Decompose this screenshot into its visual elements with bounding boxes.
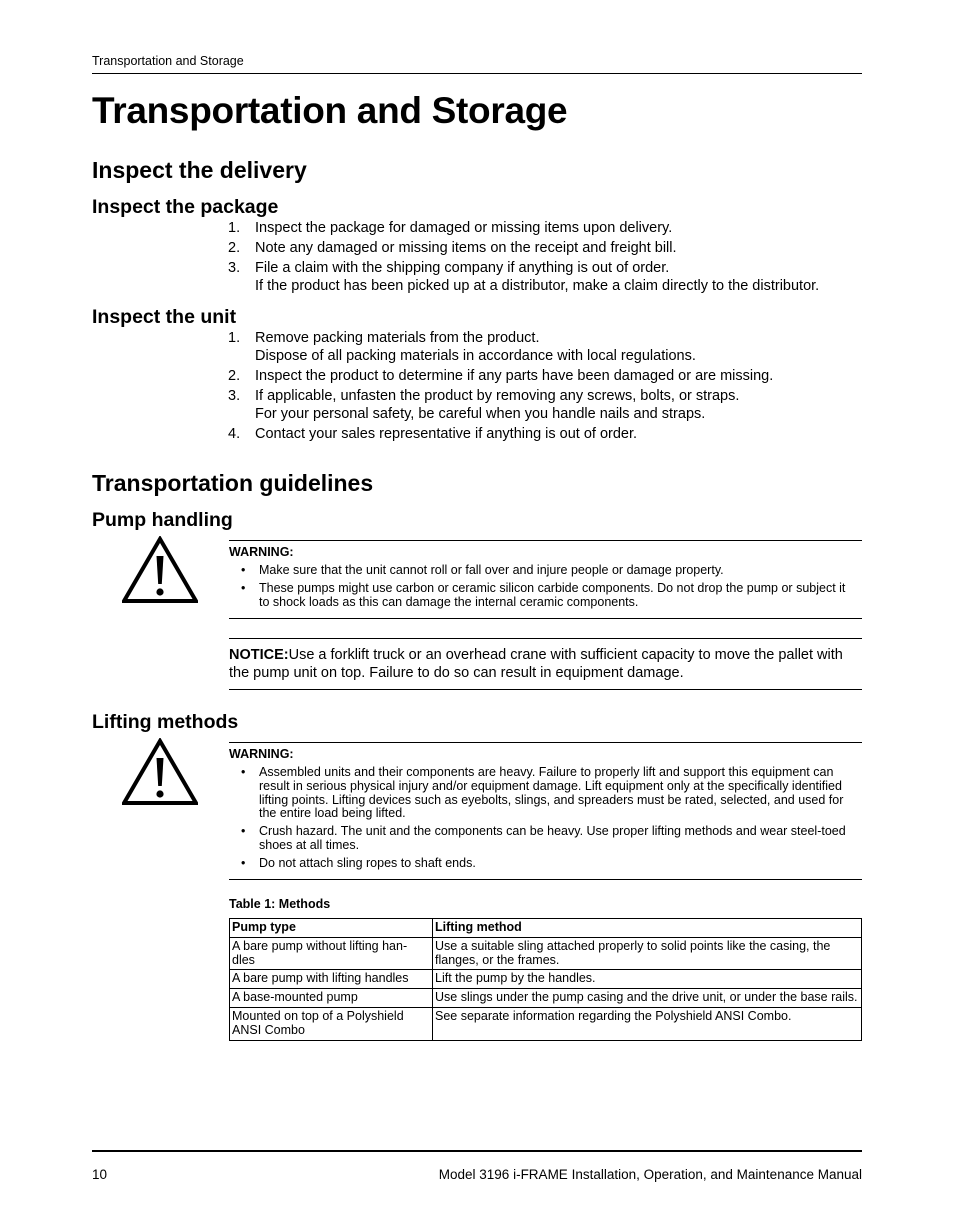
subsection-heading-lifting-methods: Lifting methods (92, 711, 239, 733)
table-cell: Use slings under the pump casing and the drive unit, or under the base rails. (433, 989, 862, 1008)
list-item: 1. Remove packing materials from the product. Dispose of all packing materials in accordance with local regulations. (228, 330, 696, 364)
warning-top-rule (229, 742, 862, 743)
notice-paragraph: NOTICE:Use a forklift truck or an overhead crane with sufficient capacity to move the pallet with the pump unit on top. Failure to do so can result in equipment damage. (229, 647, 843, 681)
notice-bottom-rule (229, 689, 862, 690)
table-cell: A bare pump with lifting handles (230, 970, 433, 989)
warning-bottom-rule (229, 879, 862, 880)
list-item: • Assembled units and their components are heavy. Failure to properly lift and support this equipment can result in serious physical injury and/or equipment damage. Lift equipment only at the specifically identified lifting points. Lifting devices such as eyebolts, slings, and spreaders must be rated, selected, and used for the entire load being lifted. (241, 765, 844, 821)
list-item: • These pumps might use carbon or ceramic silicon carbide components. Do not drop the pump or subject it to shock loads as this can damage the internal ceramic components. (241, 580, 846, 609)
subsection-heading-inspect-unit: Inspect the unit (92, 306, 237, 328)
notice-label: NOTICE: (229, 647, 289, 663)
table-cell: Use a suitable sling attached properly to solid points like the casing, the flanges, or the frames. (433, 937, 862, 970)
header-divider (92, 73, 862, 74)
page-title: Transportation and Storage (92, 90, 568, 131)
list-item: 3. File a claim with the shipping company if anything is out of order. If the product has been picked up at a distributor, make a claim directly to the distributor. (228, 260, 820, 294)
table-cell: A base-mounted pump (230, 989, 433, 1008)
warning-top-rule (229, 540, 862, 541)
subsection-heading-inspect-package: Inspect the package (92, 196, 279, 218)
package-steps-list (228, 219, 858, 297)
list-item: • Do not attach sling ropes to shaft ends. (241, 855, 476, 870)
table-caption: Table 1: Methods (229, 897, 331, 911)
subsection-heading-pump-handling: Pump handling (92, 509, 233, 531)
table-cell: A bare pump without lifting han-dles (230, 937, 433, 970)
table-cell: See separate information regarding the Polyshield ANSI Combo. (433, 1007, 862, 1040)
section-heading-transportation-guidelines: Transportation guidelines (92, 470, 374, 496)
table-row (230, 989, 862, 1008)
list-item: 2. Inspect the product to determine if any parts have been damaged or are missing. (228, 368, 774, 384)
warning-triangle-icon (122, 536, 198, 609)
table-row (230, 1007, 862, 1040)
notice-top-rule (229, 638, 862, 639)
warning-label: WARNING: (229, 747, 294, 761)
list-item: • Crush hazard. The unit and the components can be heavy. Use proper lifting methods and wear steel-toed shoes at all times. (241, 824, 846, 852)
table-row (230, 937, 862, 970)
section-heading-inspect-delivery: Inspect the delivery (92, 157, 307, 183)
warning-triangle-icon (122, 738, 198, 811)
unit-steps-list (228, 329, 858, 445)
list-item: 2. Note any damaged or missing items on the receipt and freight bill. (228, 240, 677, 256)
table-cell: Mounted on top of a Polyshield ANSI Combo (230, 1007, 433, 1040)
table-row (230, 970, 862, 989)
column-header-lifting-method: Lifting method (433, 919, 862, 938)
footer-divider (92, 1150, 862, 1152)
lifting-warning-list (239, 766, 859, 875)
column-header-pump-type: Pump type (230, 919, 433, 938)
pump-handling-warning-list (239, 564, 859, 613)
list-item: 4. Contact your sales representative if anything is out of order. (228, 426, 638, 442)
warning-label: WARNING: (229, 545, 294, 559)
table-cell: Lift the pump by the handles. (433, 970, 862, 989)
running-header: Transportation and Storage (92, 54, 244, 68)
list-item: 3. If applicable, unfasten the product by removing any screws, bolts, or straps. For your personal safety, be careful when you handle nails and straps. (228, 388, 740, 422)
lifting-methods-table (229, 918, 862, 1041)
footer-manual-title: Model 3196 i-FRAME Installation, Operation, and Maintenance Manual (438, 1167, 862, 1182)
page-number: 10 (92, 1167, 108, 1182)
table-header-row (230, 919, 862, 938)
warning-bottom-rule (229, 618, 862, 619)
list-item: • Make sure that the unit cannot roll or fall over and injure people or damage property. (241, 563, 724, 577)
list-item: 1. Inspect the package for damaged or missing items upon delivery. (228, 220, 673, 236)
